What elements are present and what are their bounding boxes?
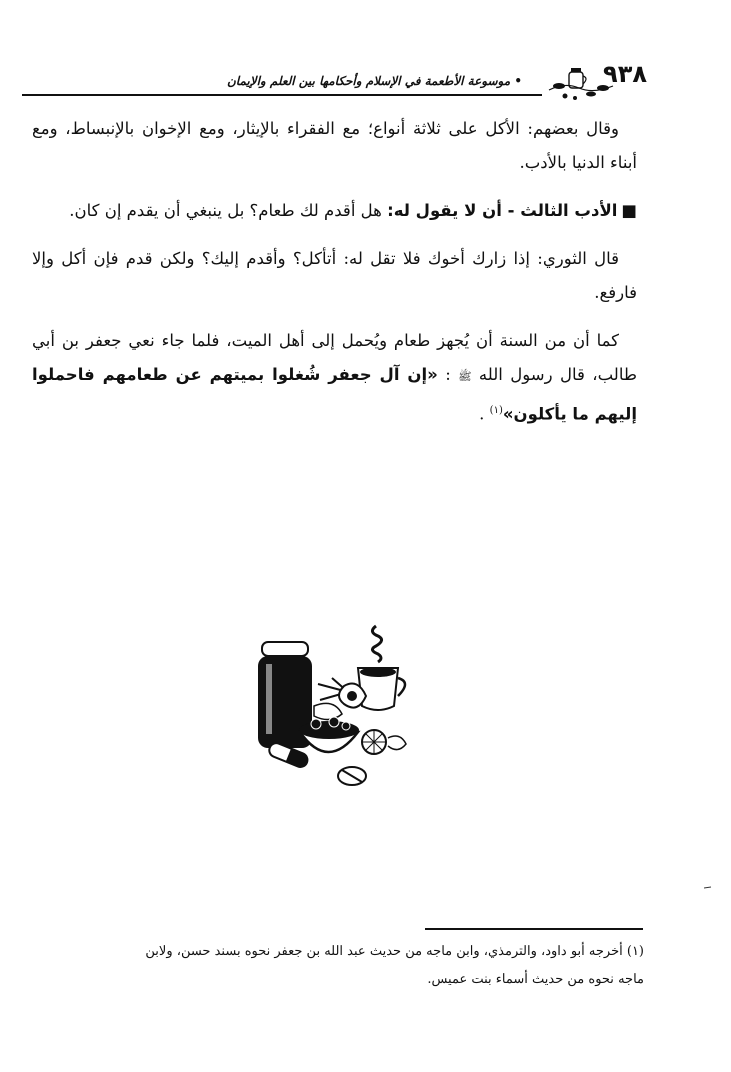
- food-still-life-illustration-icon: [248, 620, 428, 800]
- paragraph: وقال بعضهم: الأكل على ثلاثة أنواع؛ مع الفقراء بالإيثار، ومع الإخوان بالإنبساط، ومع أبناء الدنيا بالأدب.: [32, 119, 637, 172]
- paragraph-text: كما أن من السنة أن يُجهز طعام ويُحمل إلى أهل الميت، فلما جاء نعي جعفر بن أبي طالب، قال رسول الله: [32, 331, 637, 384]
- paragraph-text: هل أقدم لك طعام؟ بل ينبغي أن يقدم إن كان.: [69, 201, 388, 220]
- scan-speck: [704, 886, 712, 889]
- page-number: ٩٣٨: [603, 60, 647, 88]
- colon: :: [437, 365, 459, 384]
- pbuh-glyph: ﷺ: [458, 370, 472, 383]
- sentence-end: .: [479, 404, 490, 424]
- footnote-line: ماجه نحوه من حديث أسماء بنت عميس.: [427, 972, 644, 987]
- footnote-ref: (١): [489, 405, 503, 416]
- page-header: [22, 62, 647, 102]
- section-heading: الأدب الثالث - أن لا يقول له:: [387, 201, 618, 220]
- paragraph: [32, 324, 637, 432]
- footnotes: [32, 938, 644, 994]
- hadith-quote: «إن آل جعفر شُغلوا بميتهم عن طعامهم فاحملوا إليهم ما يأكلون»: [32, 365, 637, 424]
- paragraph: قال الثوري: إذا زارك أخوك فلا تقل له: أتأكل؟ وأقدم إليك؟ ولكن قدم فإن أكل وإلا فارفع.: [32, 249, 637, 302]
- footnote-rule: [425, 928, 643, 930]
- header-rule: [22, 94, 542, 96]
- footnote-line: (١) أخرجه أبو داود، والترمذي، وابن ماجه من حديث عبد الله بن جعفر نحوه بسند حسن، ولابن: [145, 944, 644, 959]
- main-text: [32, 112, 637, 446]
- paragraph: [32, 194, 637, 228]
- running-title: • موسوعة الأطعمة في الإسلام وأحكامها بين العلم والإيمان: [226, 74, 522, 88]
- square-bullet-icon: ■: [621, 201, 637, 220]
